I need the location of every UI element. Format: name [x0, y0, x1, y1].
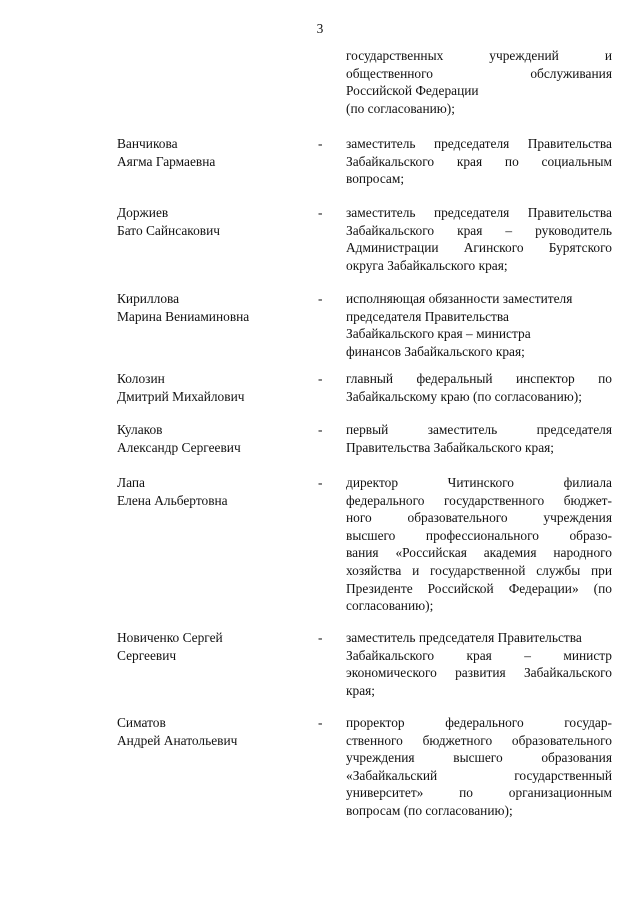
page-number: 3 [316, 21, 324, 36]
name-line: Симатов [117, 715, 166, 730]
name-line: Елена Альбертовна [117, 492, 228, 508]
member-name [117, 135, 297, 170]
position-line: округа Забайкальского края; [346, 257, 508, 273]
position-line: финансов Забайкальского края; [346, 343, 525, 359]
member-entry [0, 135, 640, 187]
member-position [346, 290, 612, 360]
dash-separator: - [318, 205, 323, 220]
member-name [117, 714, 297, 749]
name-line: Марина Вениаминовна [117, 308, 250, 324]
position-line: согласованию); [346, 598, 434, 614]
position-line: первый заместитель председателя [346, 422, 612, 437]
name-line: Лапа [117, 475, 145, 490]
member-entry [0, 421, 640, 455]
member-name [117, 204, 297, 239]
position-line: Забайкальского края по социальным [346, 153, 612, 169]
position-line: экономического развития Забайкальского [346, 665, 612, 681]
position-line: Забайкальского края – руководитель [346, 222, 612, 238]
position-line: края; [346, 682, 376, 698]
member-position [346, 421, 612, 456]
member-entry [0, 204, 640, 273]
name-line: Аягма Гармаевна [117, 153, 216, 169]
position-line: хозяйства и государственной службы при [346, 562, 612, 578]
position-line: заместитель председателя Правительства [346, 205, 612, 220]
continuation-line: общественного обслуживания [346, 65, 612, 81]
name-line: Бато Сайнсакович [117, 222, 221, 238]
continuation-line: (по согласованию); [346, 100, 455, 116]
member-name [117, 421, 297, 456]
dash-separator: - [318, 630, 323, 645]
dash-separator: - [318, 136, 323, 151]
continuation-line: Российской Федерации [346, 83, 479, 99]
dash-separator: - [318, 715, 323, 730]
name-line: Кулаков [117, 422, 163, 437]
position-line: вопросам; [346, 171, 405, 187]
member-position [346, 629, 612, 699]
member-position [346, 714, 612, 820]
name-line: Александр Сергеевич [117, 439, 241, 455]
position-line: федерального государственного бюджет- [346, 492, 612, 508]
position-line: Забайкальского края – министра [346, 326, 531, 342]
name-line: Кириллова [117, 291, 180, 306]
position-line: ного образовательного учреждения [346, 510, 612, 526]
member-name [117, 370, 297, 405]
name-line: Ванчикова [117, 136, 178, 151]
name-line: Новиченко Сергей [117, 630, 223, 645]
member-entry [0, 629, 640, 698]
position-line: высшего профессионального образо- [346, 527, 612, 543]
dash-separator: - [318, 475, 323, 490]
member-entry [0, 474, 640, 614]
member-name [117, 474, 297, 509]
position-line: директор Читинского филиала [346, 475, 612, 490]
position-line: исполняющая обязанности заместителя [346, 291, 573, 306]
member-name [117, 290, 297, 325]
member-position [346, 204, 612, 274]
continuation-line: государственных учреждений и [346, 48, 612, 63]
member-name [117, 629, 297, 664]
position-line: Администрации Агинского Бурятского [346, 240, 612, 256]
member-position [346, 370, 612, 405]
name-line: Доржиев [117, 205, 169, 220]
dash-separator: - [318, 422, 323, 437]
member-position [346, 135, 612, 188]
position-line: Забайкальскому краю (по согласованию); [346, 388, 582, 404]
member-entry [0, 290, 640, 359]
position-line: проректор федерального государ- [346, 715, 612, 730]
position-line: заместитель председателя Правительства [346, 136, 612, 151]
name-line: Колозин [117, 371, 165, 386]
position-line: Забайкальского края – министр [346, 647, 612, 663]
position-line: вания «Российская академия народного [346, 545, 612, 561]
position-line: университет» по организационным [346, 785, 612, 801]
name-line: Андрей Анатольевич [117, 732, 238, 748]
position-line: Президенте Российской Федерации» (по [346, 580, 612, 596]
member-entry [0, 370, 640, 404]
name-line: Дмитрий Михайлович [117, 388, 245, 404]
position-line: председателя Правительства [346, 308, 509, 324]
position-line: Правительства Забайкальского края; [346, 439, 555, 455]
name-line: Сергеевич [117, 647, 177, 663]
position-line: ственного бюджетного образовательного [346, 732, 612, 748]
dash-separator: - [318, 371, 323, 386]
member-position [346, 474, 612, 615]
position-line: главный федеральный инспектор по [346, 371, 612, 386]
member-entry [0, 714, 640, 818]
continuation-text [346, 47, 612, 117]
position-line: учреждения высшего образования [346, 750, 612, 766]
position-line: «Забайкальский государственный [346, 767, 612, 783]
position-line: заместитель председателя Правительства [346, 630, 582, 645]
dash-separator: - [318, 291, 323, 306]
position-line: вопросам (по согласованию); [346, 802, 513, 818]
